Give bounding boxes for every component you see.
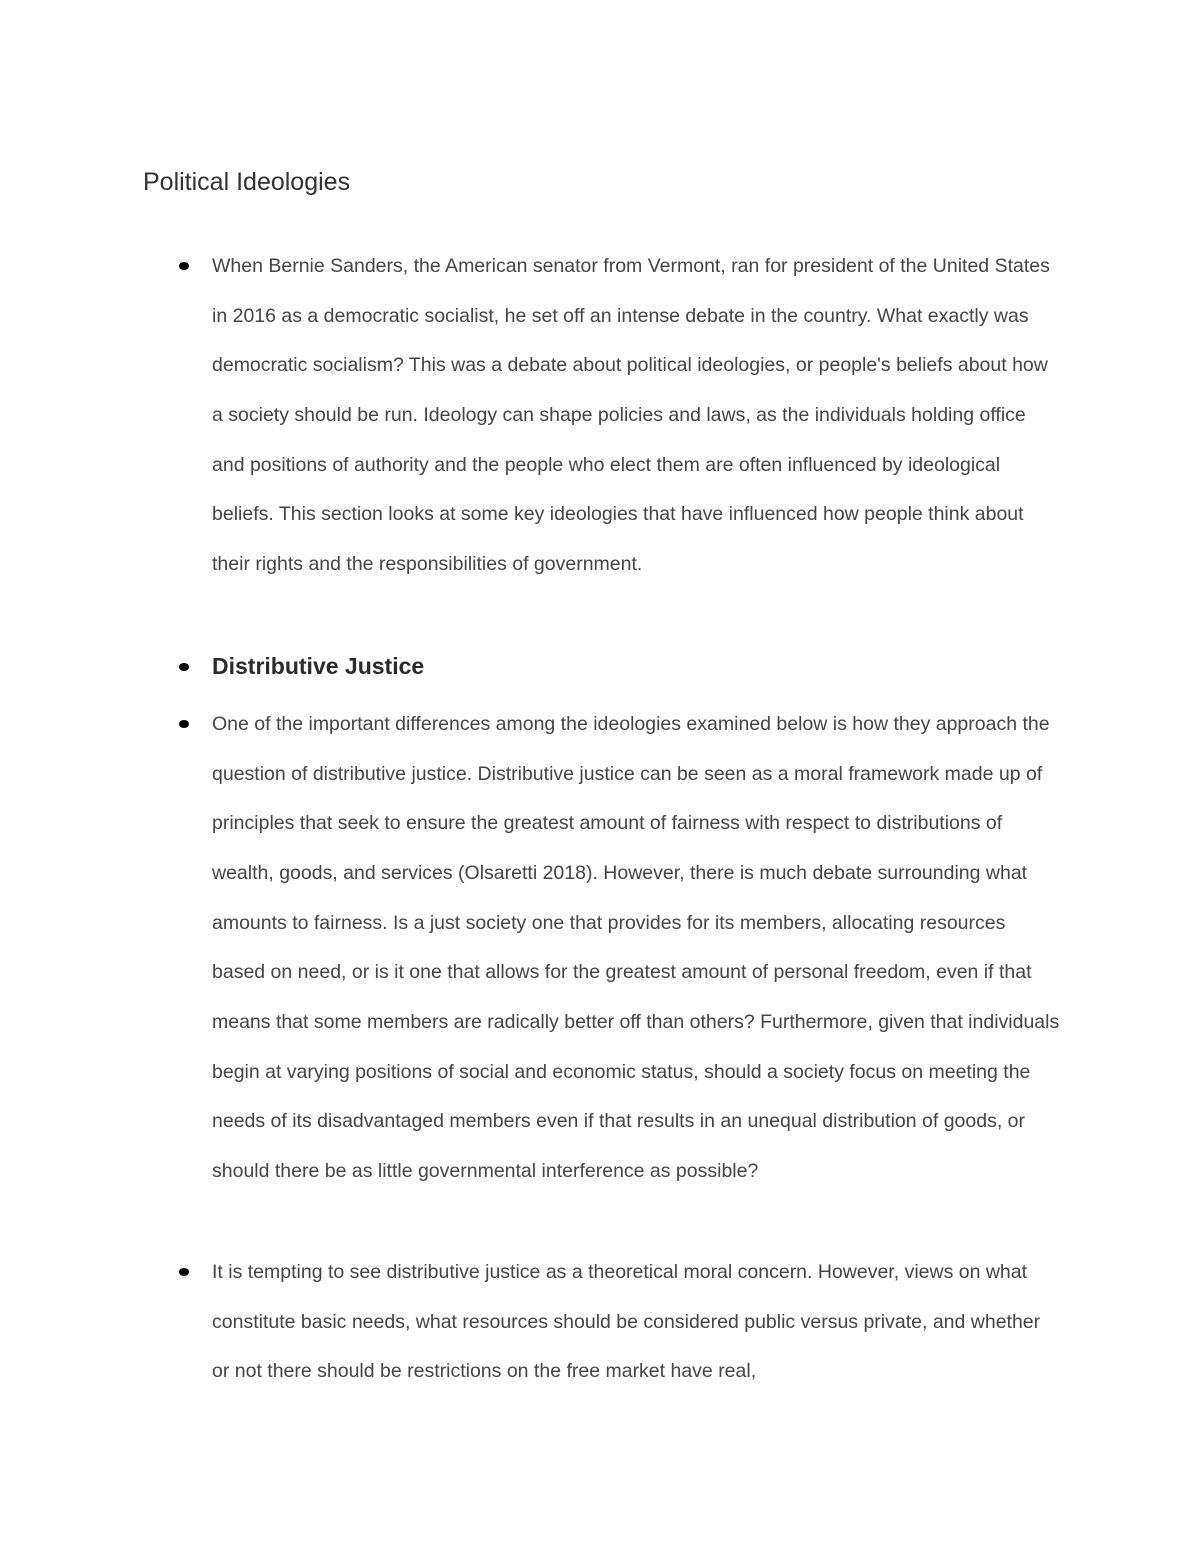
section-heading: Distributive Justice	[212, 653, 425, 679]
document-title: Political Ideologies	[143, 168, 351, 196]
paragraph-political-ideologies: When Bernie Sanders, the American senator from Vermont, ran for president of the United States in 2016 as a democratic socialist, he set off an intense debate in the country. What exactly was democratic socialism? This was a debate about political ideologies, or people's beliefs about how a society should be run. Ideology can shape policies and laws, as the individuals holding office and positions of authority and the people who elect them are often influenced by ideological beliefs. This section looks at some key ideologies that have influenced how people think about their rights and the responsibilities of government.	[212, 255, 1050, 575]
bullet-icon	[179, 262, 189, 270]
bullet-icon	[179, 1268, 189, 1276]
paragraph-moral-concern: It is tempting to see distributive justice as a theoretical moral concern. However, views on what constitute basic needs, what resources should be considered public versus private, and whether or not there should be restrictions on the free market have real,	[212, 1261, 1041, 1383]
bullet-icon	[179, 663, 189, 671]
bullet-icon	[179, 720, 189, 728]
paragraph-distributive-justice: One of the important differences among the ideologies examined below is how they approach the question of distributive justice. Distributive justice can be seen as a moral framework made up of principles that seek to ensure the greatest amount of fairness with respect to distributions of wealth, goods, and services (Olsaretti 2018). However, there is much debate surrounding what amounts to fairness. Is a just society one that provides for its members, allocating resources based on need, or is it one that allows for the greatest amount of personal freedom, even if that means that some members are radically better off than others? Furthermore, given that individuals begin at varying positions of social and economic status, should a society focus on meeting the needs of its disadvantaged members even if that results in an unequal distribution of goods, or should there be as little governmental interference as possible?	[212, 713, 1060, 1182]
